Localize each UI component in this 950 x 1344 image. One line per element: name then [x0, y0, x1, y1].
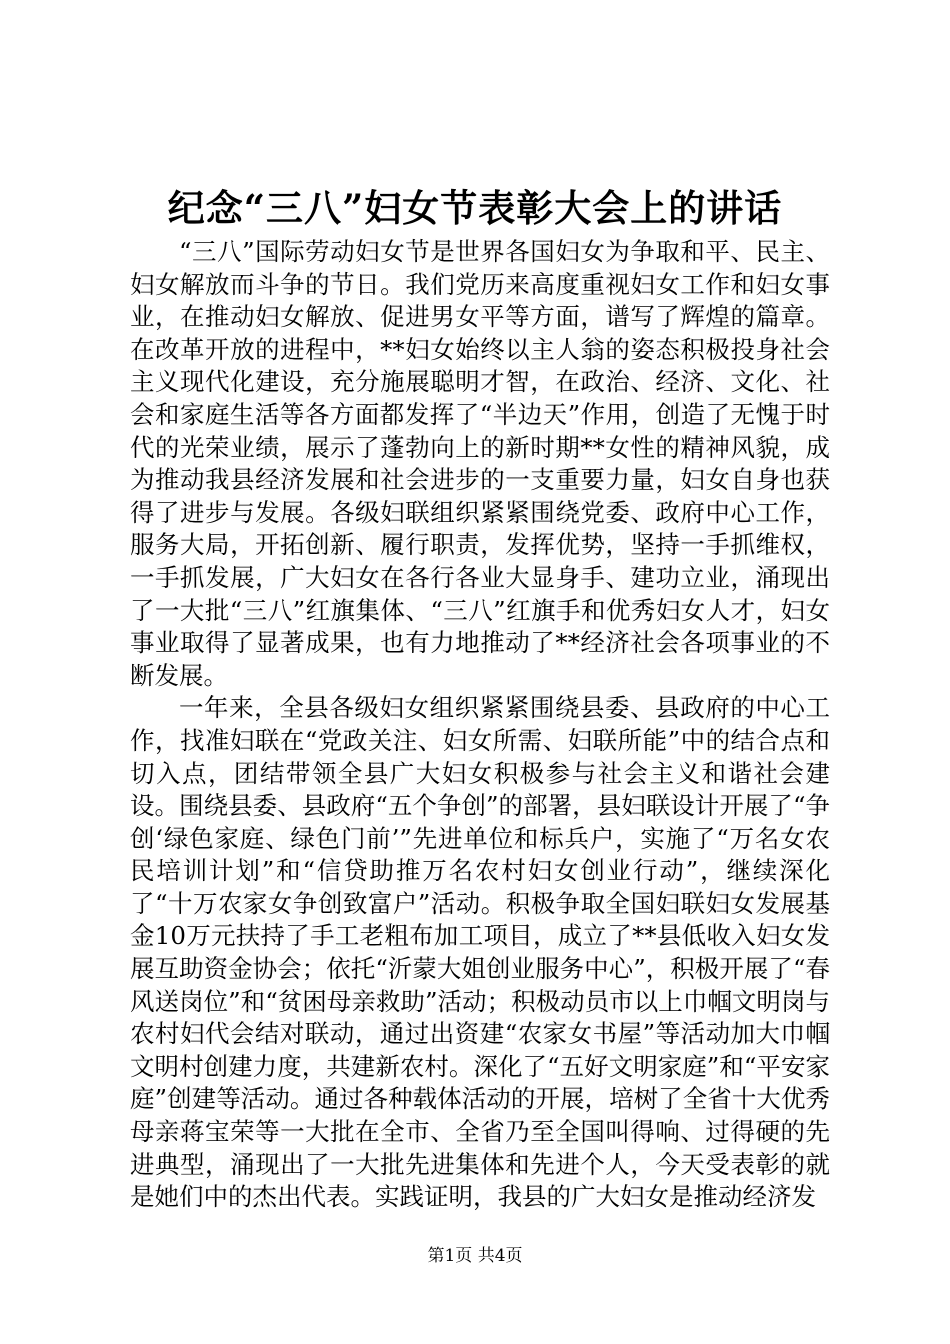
paragraph-2: 一年来，全县各级妇女组织紧紧围绕县委、县政府的中心工作，找准妇联在“党政关注、妇女所需、妇联所能”中的结合点和切入点，团结带领全县广大妇女积极参与社会主义和谐社会建设。围绕县委、县政府“五个争创”的部署，县妇联设计开展了“争创‘绿色家庭、绿色门前’”先进单位和标兵户，实施了“万名女农民培训计划”和“信贷助推万名农村妇女创业行动”，继续深化了“十万农家女争创致富户”活动。积极争取全国妇联妇女发展基金10万元扶持了手工老粗布加工项目，成立了**县低收入妇女发展互助资金协会；依托“沂蒙大姐创业服务中心”，积极开展了“春风送岗位”和“贫困母亲救助”活动；积极动员市以上巾帼文明岗与农村妇代会结对联动，通过出资建“农家女书屋”等活动加大巾帼文明村创建力度，共建新农村。深化了“五好文明家庭”和“平安家庭”创建等活动。通过各种载体活动的开展，培树了全省十大优秀母亲蒋宝荣等一大批在全市、全省乃至全国叫得响、过得硬的先进典型，涌现出了一大批先进集体和先进个人，今天受表彰的就是她们中的杰出代表。实践证明，我县的广大妇女是推动经济发 [130, 693, 830, 1212]
page-footer: 第1页 共4页 [427, 1246, 523, 1266]
paragraph-1: “三八”国际劳动妇女节是世界各国妇女为争取和平、民主、妇女解放而斗争的节日。我们党历来高度重视妇女工作和妇女事业，在推动妇女解放、促进男女平等方面，谱写了辉煌的篇章。在改革开放的进程中，**妇女始终以主人翁的姿态积极投身社会主义现代化建设，充分施展聪明才智，在政治、经济、文化、社会和家庭生活等各方面都发挥了“半边天”作用，创造了无愧于时代的光荣业绩，展示了蓬勃向上的新时期**女性的精神风貌，成为推动我县经济发展和社会进步的一支重要力量，妇女自身也获得了进步与发展。各级妇联组织紧紧围绕党委、政府中心工作，服务大局，开拓创新、履行职责，发挥优势，坚持一手抓维权，一手抓发展，广大妇女在各行各业大显身手、建功立业，涌现出了一大批“三八”红旗集体、“三八”红旗手和优秀妇女人才，妇女事业取得了显著成果，也有力地推动了**经济社会各项事业的不断发展。 [130, 237, 830, 690]
document-title: 纪念“三八”妇女节表彰大会上的讲话 [167, 186, 783, 230]
document-body [130, 236, 830, 1214]
